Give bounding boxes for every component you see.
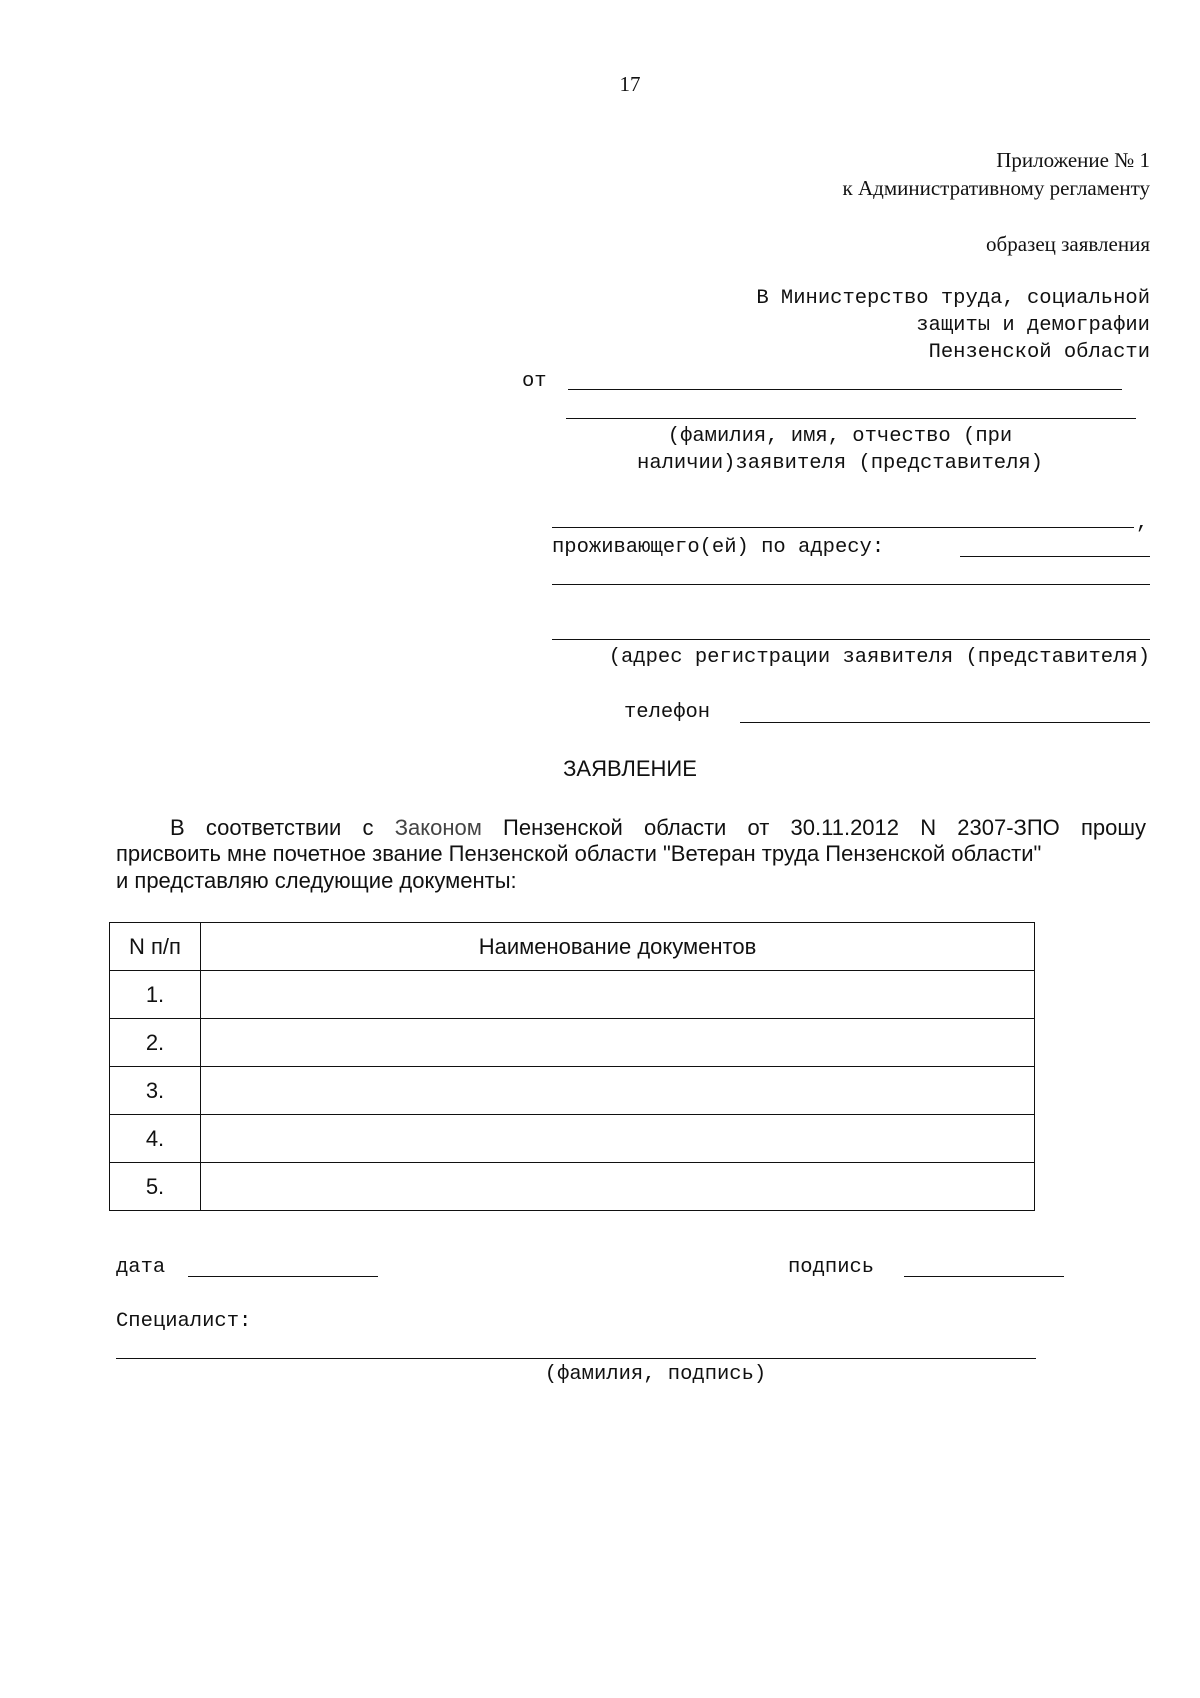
- row-number: 2.: [110, 1019, 201, 1067]
- signature-field[interactable]: [904, 1276, 1064, 1277]
- from-name-field-2[interactable]: [566, 418, 1136, 419]
- from-name-field[interactable]: [568, 389, 1122, 390]
- residing-label: проживающего(ей) по адресу:: [552, 536, 885, 559]
- table-row: [110, 1067, 1035, 1115]
- name-caption-line-1: (фамилия, имя, отчество (при: [667, 425, 1013, 448]
- document-name-cell[interactable]: [201, 1163, 1035, 1211]
- name-caption-line-2: наличии)заявителя (представителя): [637, 452, 1043, 475]
- addressee-line-2: защиты и демографии: [916, 314, 1150, 337]
- table-header-row: [110, 923, 1035, 971]
- body-part-1: В соответствии с: [170, 815, 395, 840]
- documents-table: [109, 922, 1035, 1211]
- document-name-cell[interactable]: [201, 1115, 1035, 1163]
- phone-field[interactable]: [740, 722, 1150, 723]
- appendix-line-1: Приложение № 1: [996, 148, 1150, 172]
- phone-label: телефон: [624, 701, 711, 724]
- addressee-line-1: В Министерство труда, социальной: [756, 287, 1150, 310]
- signature-label: подпись: [788, 1256, 875, 1279]
- header-documents: Наименование документов: [201, 923, 1035, 971]
- page-number: 17: [619, 72, 641, 96]
- row-number: 5.: [110, 1163, 201, 1211]
- row-number: 3.: [110, 1067, 201, 1115]
- table-row: [110, 1163, 1035, 1211]
- address-field-3[interactable]: [552, 639, 1150, 640]
- from-label: от: [522, 370, 547, 393]
- table-row: [110, 1115, 1035, 1163]
- date-field[interactable]: [188, 1276, 378, 1277]
- body-line-3: и представляю следующие документы:: [116, 868, 517, 893]
- document-name-cell[interactable]: [201, 1019, 1035, 1067]
- applicant-extra-field[interactable]: [552, 527, 1134, 528]
- sample-label: образец заявления: [986, 232, 1150, 256]
- body-line-1: [116, 814, 1146, 841]
- law-link[interactable]: Законом: [394, 815, 482, 840]
- row-number: 4.: [110, 1115, 201, 1163]
- specialist-field[interactable]: [116, 1358, 1036, 1359]
- specialist-label: Специалист:: [116, 1310, 252, 1333]
- header-number: N п/п: [110, 923, 201, 971]
- date-label: дата: [116, 1256, 166, 1279]
- row-number: 1.: [110, 971, 201, 1019]
- table-row: [110, 1019, 1035, 1067]
- document-name-cell[interactable]: [201, 1067, 1035, 1115]
- specialist-caption: (фамилия, подпись): [544, 1363, 767, 1386]
- address-field[interactable]: [960, 556, 1150, 557]
- table-row: [110, 971, 1035, 1019]
- address-field-2[interactable]: [552, 584, 1150, 585]
- address-caption: (адрес регистрации заявителя (представителя): [608, 646, 1150, 669]
- document-title: ЗАЯВЛЕНИЕ: [563, 756, 697, 781]
- document-name-cell[interactable]: [201, 971, 1035, 1019]
- name-comma: ,: [1136, 512, 1149, 535]
- addressee-line-3: Пензенской области: [928, 341, 1150, 364]
- body-line-2: присвоить мне почетное звание Пензенской области "Ветеран труда Пензенской области": [116, 841, 1042, 866]
- appendix-line-2: к Административному регламенту: [842, 176, 1150, 200]
- body-part-2: Пензенской области от 30.11.2012 N 2307-ЗПО прошу: [481, 815, 1147, 840]
